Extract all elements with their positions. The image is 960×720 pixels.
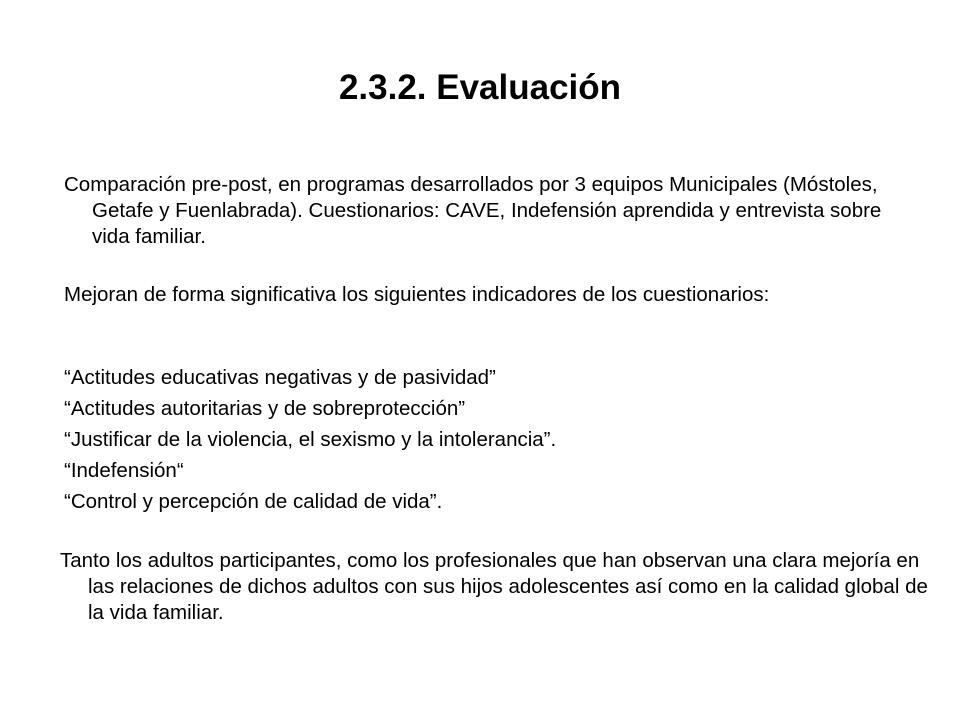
conclusion-paragraph: Tanto los adultos participantes, como los profesionales que han observan una clara mejoría en las relaciones de dichos adultos con sus hijos adolescentes así como en la calidad global de la vida familiar. xyxy=(60,549,928,624)
indicator-item: “Indefensión“ xyxy=(64,459,184,482)
methodology-paragraph: Comparación pre-post, en programas desarrollados por 3 equipos Municipales (Móstoles, Getafe y Fuenlabrada). Cuestionarios: CAVE, Indefensión aprendida y entrevista sobre vida familiar. xyxy=(64,173,882,248)
slide-title: 2.3.2. Evaluación xyxy=(338,68,622,107)
indicator-item: “Actitudes educativas negativas y de pasividad” xyxy=(64,366,496,389)
indicator-item: “Actitudes autoritarias y de sobreprotección” xyxy=(64,397,466,420)
results-intro-paragraph: Mejoran de forma significativa los siguientes indicadores de los cuestionarios: xyxy=(64,283,770,306)
indicator-item: “Control y percepción de calidad de vida”. xyxy=(64,490,443,513)
indicator-item: “Justificar de la violencia, el sexismo y la intolerancia”. xyxy=(64,428,557,451)
